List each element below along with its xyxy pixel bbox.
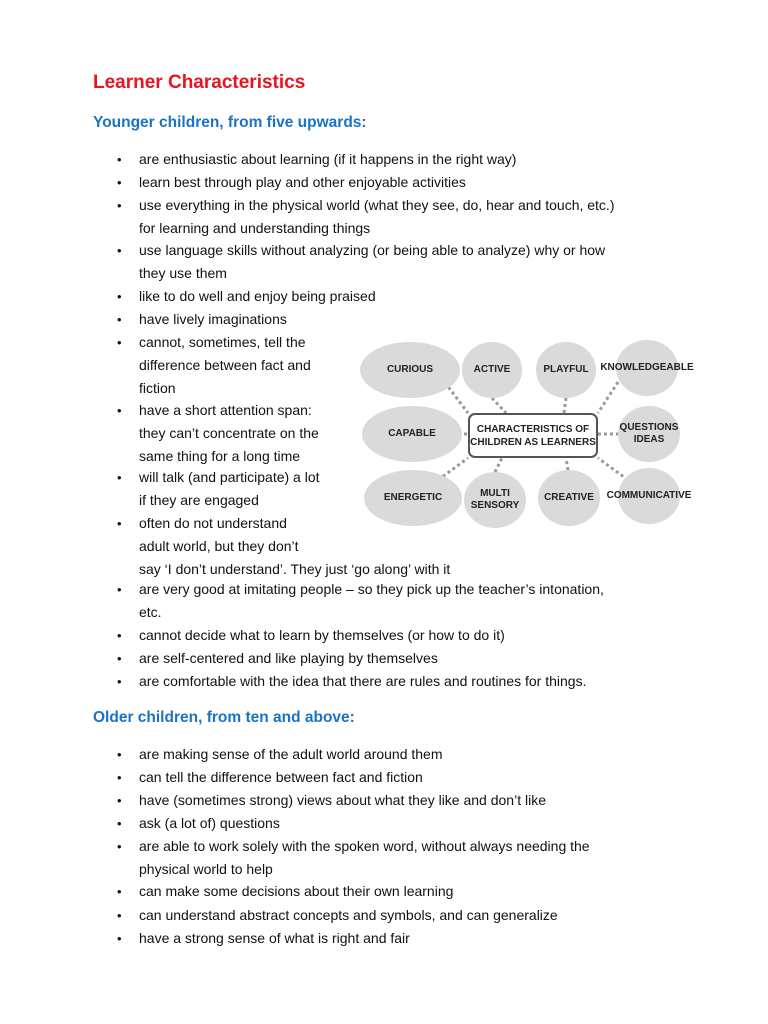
list-item: • are making sense of the adult world around them	[139, 743, 443, 766]
list-item: • can make some decisions about their own learning	[139, 880, 453, 903]
younger-children-heading: Younger children, from five upwards:	[93, 114, 367, 131]
bullet-icon: •	[117, 931, 122, 946]
node-capable: CAPABLE	[362, 406, 462, 462]
list-item: • use everything in the physical world (what they see, do, hear and touch, etc.) for learning and understanding things	[139, 194, 615, 240]
bullet-icon: •	[117, 175, 122, 190]
node-active: ACTIVE	[462, 342, 522, 398]
node-communicative: COMMUNICATIVE	[618, 468, 680, 524]
list-item: • have a short attention span: they can’t concentrate on the same thing for a long time	[139, 399, 319, 468]
list-item: • have lively imaginations	[139, 308, 287, 331]
list-item: • cannot, sometimes, tell the difference between fact and fiction	[139, 331, 311, 400]
node-creative: CREATIVE	[538, 470, 600, 526]
bullet-icon: •	[117, 289, 122, 304]
node-multi-sensory: MULTI SENSORY	[464, 472, 526, 528]
bullet-icon: •	[117, 582, 122, 597]
list-item: • often do not understand adult world, but they don’t say ‘I don’t understand’. They just ‘go along’ with it	[139, 512, 450, 581]
bullet-icon: •	[117, 312, 122, 327]
list-item: • cannot decide what to learn by themselves (or how to do it)	[139, 624, 505, 647]
list-item: • are very good at imitating people – so they pick up the teacher’s intonation, etc.	[139, 578, 604, 624]
bullet-icon: •	[117, 470, 122, 485]
list-item: • are able to work solely with the spoken word, without always needing the physical world to help	[139, 835, 590, 881]
bullet-icon: •	[117, 198, 122, 213]
page-title: Learner Characteristics	[93, 72, 306, 93]
bullet-icon: •	[117, 335, 122, 350]
list-item: • are enthusiastic about learning (if it happens in the right way)	[139, 148, 516, 171]
bullet-icon: •	[117, 839, 122, 854]
bullet-icon: •	[117, 516, 122, 531]
bullet-icon: •	[117, 651, 122, 666]
list-item: • have (sometimes strong) views about what they like and don’t like	[139, 789, 546, 812]
bullet-icon: •	[117, 243, 122, 258]
list-item: • have a strong sense of what is right and fair	[139, 927, 410, 950]
bullet-icon: •	[117, 908, 122, 923]
list-item: • like to do well and enjoy being praised	[139, 285, 376, 308]
node-questions-ideas: QUESTIONS IDEAS	[618, 406, 680, 462]
list-item: • will talk (and participate) a lot if they are engaged	[139, 466, 320, 512]
bullet-icon: •	[117, 747, 122, 762]
bullet-icon: •	[117, 816, 122, 831]
node-energetic: ENERGETIC	[364, 470, 462, 526]
list-item: • are self-centered and like playing by themselves	[139, 647, 438, 670]
diagram-center-box: CHARACTERISTICS OF CHILDREN AS LEARNERS	[468, 413, 598, 458]
bullet-icon: •	[117, 403, 122, 418]
node-curious: CURIOUS	[360, 342, 460, 398]
list-item: • are comfortable with the idea that there are rules and routines for things.	[139, 670, 586, 693]
bullet-icon: •	[117, 674, 122, 689]
bullet-icon: •	[117, 770, 122, 785]
bullet-icon: •	[117, 628, 122, 643]
list-item: • ask (a lot of) questions	[139, 812, 280, 835]
list-item: • learn best through play and other enjoyable activities	[139, 171, 466, 194]
node-knowledgeable: KNOWLEDGEABLE	[616, 340, 678, 396]
list-item: • can understand abstract concepts and symbols, and can generalize	[139, 904, 558, 927]
bullet-icon: •	[117, 884, 122, 899]
list-item: • use language skills without analyzing (or being able to analyze) why or how they use them	[139, 239, 605, 285]
bullet-icon: •	[117, 793, 122, 808]
older-children-heading: Older children, from ten and above:	[93, 709, 355, 726]
node-playful: PLAYFUL	[536, 342, 596, 398]
list-item: • can tell the difference between fact and fiction	[139, 766, 423, 789]
bullet-icon: •	[117, 152, 122, 167]
